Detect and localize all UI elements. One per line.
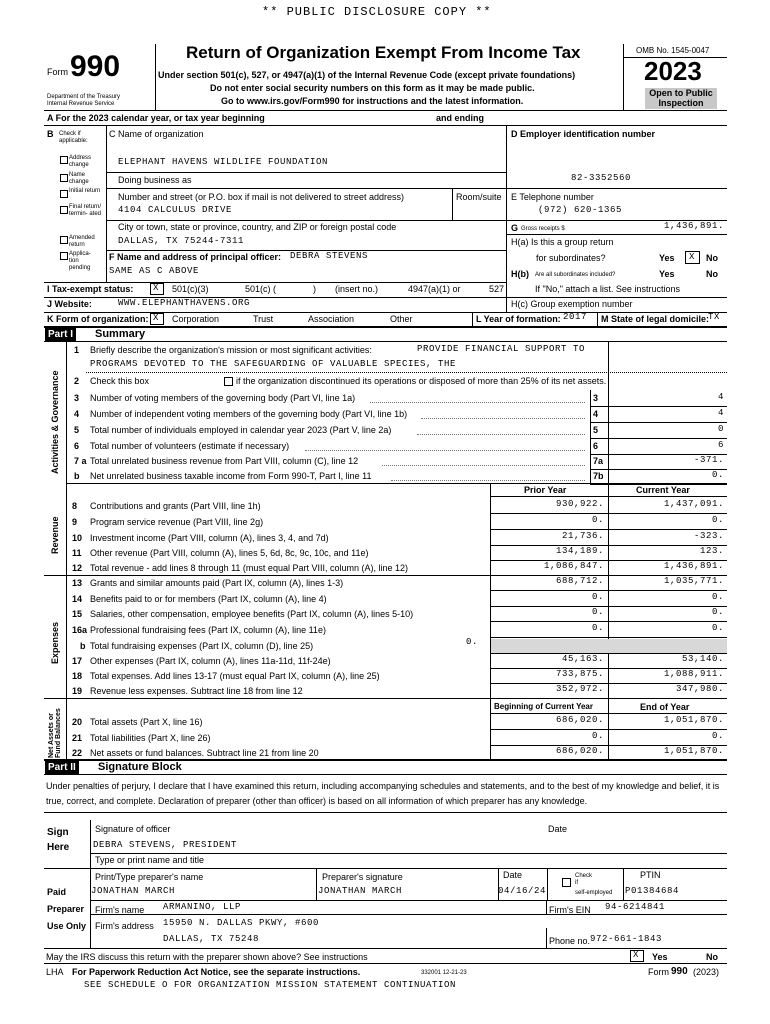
current-year-value: 0.: [711, 515, 724, 525]
open-to-public-label: Open to Public: [645, 88, 717, 99]
ptin-label: PTIN: [640, 870, 661, 880]
line-label: Other expenses (Part IX, column (A), lines 11a-11d, 11f-24e): [90, 656, 331, 666]
leader-dots: [305, 450, 585, 451]
lha-label: LHA: [46, 967, 64, 977]
preparer-name-value: JONATHAN MARCH: [91, 886, 176, 896]
form-title: Return of Organization Exempt From Income Tax: [186, 43, 581, 62]
group-exemption-label: H(c) Group exemption number: [511, 299, 633, 309]
amended-return-label: Amended return: [69, 235, 95, 248]
current-year-header: Current Year: [636, 485, 690, 495]
insert-no-label: (insert no.): [335, 284, 379, 294]
current-year-value: 0.: [711, 731, 724, 741]
type-print-name-label: Type or print name and title: [95, 855, 205, 865]
sign-date-label: Date: [548, 824, 568, 834]
line-box-number: 5: [593, 425, 599, 435]
part-i-title: Summary: [95, 328, 146, 340]
line-value: 4: [717, 408, 724, 418]
ptin-value: P01384684: [625, 886, 680, 896]
inspection-label: Inspection: [645, 98, 717, 109]
ein-value: 82-3352560: [571, 173, 632, 183]
mission-line-1: PROVIDE FINANCIAL SUPPORT TO: [417, 344, 586, 354]
irs-label: Internal Revenue Service: [47, 101, 115, 107]
line-label: Other revenue (Part VIII, column (A), lines 5, 6d, 8c, 9c, 10c, and 11e): [90, 548, 369, 558]
line-number: 22: [72, 748, 83, 758]
leader-dots: [391, 480, 585, 481]
application-pending-checkbox[interactable]: [60, 252, 68, 260]
part-ii-title: Signature Block: [98, 761, 182, 773]
initial-return-checkbox[interactable]: [60, 190, 68, 198]
for-subordinates-label: for subordinates?: [536, 253, 606, 263]
prior-year-value: 352,972.: [555, 684, 604, 694]
street-value: 4104 CALCULUS DRIVE: [118, 205, 233, 215]
fundraising-inline-value: 0.: [466, 637, 479, 647]
section-g-label: G: [511, 223, 519, 233]
501c3-checkbox[interactable]: X: [150, 283, 164, 295]
leader-dots: [382, 465, 585, 466]
501c-close-label: ): [313, 284, 316, 294]
city-label: City or town, state or province, country, and ZIP or foreign postal code: [118, 222, 397, 232]
prior-year-value: 1,086,847.: [543, 561, 604, 571]
current-year-value: 1,088,911.: [663, 669, 724, 679]
line-box-number: 4: [593, 409, 599, 419]
and-ending-label: and ending: [436, 113, 484, 123]
prior-year-value: 930,922.: [555, 499, 604, 509]
line-label: Program service revenue (Part VIII, line 2g): [90, 517, 264, 527]
row-divider: [490, 590, 727, 591]
mission-line-2: PROGRAMS DEVOTED TO THE SAFEGUARDING OF VALUABLE SPECIES, THE: [90, 359, 457, 369]
prior-year-value: 733,875.: [555, 669, 604, 679]
row-divider: [490, 513, 727, 514]
prior-year-value: 134,189.: [555, 546, 604, 556]
corporation-label: Corporation: [172, 314, 220, 324]
prior-year-value: 0.: [591, 731, 604, 741]
line-number: 17: [72, 656, 83, 666]
current-year-value: 123.: [699, 546, 724, 556]
line-label: Benefits paid to or for members (Part IX, column (A), line 4): [90, 594, 327, 604]
line-label: Number of voting members of the governing body (Part VI, line 1a): [90, 393, 356, 403]
line-label: Total liabilities (Part X, line 26): [90, 733, 211, 743]
line-label: Investment income (Part VIII, column (A), lines 3, 4, and 7d): [90, 533, 329, 543]
current-year-value: 1,437,091.: [663, 499, 724, 509]
line-box-number: 7b: [593, 471, 604, 481]
line-label: Total assets (Part X, line 16): [90, 717, 203, 727]
street-label: Number and street (or P.O. box if mail is not delivered to street address): [118, 192, 404, 202]
line-number: 7 a: [74, 456, 87, 466]
shaded-cell: [491, 639, 727, 653]
line-label: Grants and similar amounts paid (Part IX, column (A), lines 1-3): [90, 578, 344, 588]
prior-year-value: 686,020.: [555, 715, 604, 725]
application-pending-label: Applica- tion pending: [69, 251, 91, 271]
declaration-line-2: true, correct, and complete. Declaration of preparer (other than officer) is based on all information of which preparer has any knowledge.: [46, 796, 588, 806]
line-number: 11: [72, 548, 82, 558]
current-year-value: 0.: [711, 592, 724, 602]
city-value: DALLAS, TX 75244-7311: [118, 236, 245, 246]
form-subtitle-1: Under section 501(c), 527, or 4947(a)(1) of the Internal Revenue Code (except private foundations): [158, 70, 576, 80]
check-if-label: Check if: [59, 131, 81, 137]
final-return-checkbox[interactable]: [60, 206, 68, 214]
officer-name-title: DEBRA STEVENS, PRESIDENT: [93, 840, 238, 850]
current-year-value: 1,436,891.: [663, 561, 724, 571]
line-number: 9: [72, 517, 78, 527]
section-b-label: B: [47, 129, 54, 139]
leader-dots: [370, 402, 586, 403]
final-return-label: Final return/ termin- ated: [69, 204, 102, 217]
firm-name-label: Firm's name: [95, 905, 145, 915]
name-change-label: Name change: [69, 172, 89, 185]
leader-dots: [421, 418, 585, 419]
website-value[interactable]: WWW.ELEPHANTHAVENS.ORG: [118, 298, 251, 308]
preparer-signature-value: JONATHAN MARCH: [318, 886, 403, 896]
current-year-value: 0.: [711, 623, 724, 633]
row-divider: [490, 621, 727, 622]
prior-year-value: 21,736.: [561, 531, 604, 541]
line-label: Net assets or fund balances. Subtract line 21 from line 20: [90, 748, 319, 758]
prior-year-value: 686,020.: [555, 746, 604, 756]
501c-label: 501(c) (: [245, 284, 277, 294]
group-return-label: H(a) Is this a group return: [511, 237, 614, 247]
firm-ein-value: 94-6214841: [605, 902, 666, 912]
line-number: 14: [72, 594, 83, 604]
line-number: 12: [72, 563, 83, 573]
line-value: 0.: [711, 470, 724, 480]
form-code: 332001 12-21-23: [421, 970, 467, 976]
line-number: 15: [72, 609, 83, 619]
sign-label: Sign: [47, 827, 69, 838]
initial-return-label: Initial return: [69, 188, 101, 194]
use-only-label: Use Only: [47, 921, 87, 931]
principal-officer-name: DEBRA STEVENS: [290, 251, 369, 261]
preparer-date-label: Date: [503, 870, 523, 880]
firm-address-line-1: 15950 N. DALLAS PKWY, #600: [163, 918, 320, 928]
line-1-label: Briefly describe the organization's mission or most significant activities:: [90, 345, 372, 355]
part-ii-badge: Part II: [45, 761, 79, 774]
signature-officer-label[interactable]: Signature of officer: [95, 824, 171, 834]
firm-phone-value: 972-661-1843: [590, 934, 663, 944]
line-number: 6: [74, 441, 80, 451]
line-value: 6: [717, 440, 724, 450]
row-divider: [590, 406, 727, 407]
principal-officer-address: SAME AS C ABOVE: [109, 266, 200, 276]
firm-address-label: Firm's address: [95, 921, 154, 931]
amended-return-checkbox[interactable]: [60, 236, 68, 244]
line-label: Total number of individuals employed in calendar year 2023 (Part V, line 2a): [90, 425, 392, 435]
public-disclosure-label: ** PUBLIC DISCLOSURE COPY **: [262, 5, 492, 19]
org-name-label: C Name of organization: [109, 129, 204, 139]
527-label: 527: [489, 284, 505, 294]
row-divider: [590, 422, 727, 423]
line-number: 10: [72, 533, 83, 543]
discontinued-ops-checkbox[interactable]: [224, 377, 233, 386]
tax-exempt-status-label: I Tax-exempt status:: [47, 284, 134, 294]
line-label: Total fundraising expenses (Part IX, column (D), line 25): [90, 641, 314, 651]
row-divider: [490, 698, 727, 699]
line-value: 4: [717, 392, 724, 402]
line-2-number: 2: [74, 376, 80, 386]
footer-form-label: Form: [648, 967, 669, 977]
firm-ein-label: Firm's EIN: [549, 905, 591, 915]
telephone-value: (972) 620-1365: [538, 205, 623, 215]
preparer-date-value: 04/16/24: [498, 886, 547, 896]
line-label: Professional fundraising fees (Part IX, column (A), line 11e): [90, 625, 326, 635]
year-formation-label: L Year of formation:: [476, 314, 561, 324]
prior-year-value: 0.: [591, 515, 604, 525]
association-label: Association: [308, 314, 355, 324]
prior-year-value: 688,712.: [555, 576, 604, 586]
ein-label: D Employer identification number: [511, 129, 656, 139]
group-return-no-label: No: [706, 253, 718, 263]
subordinates-included-label: Are all subordinates included?: [535, 272, 616, 278]
current-year-value: 0.: [711, 607, 724, 617]
prior-year-value: 45,163.: [561, 654, 604, 664]
expenses-side-label: Expenses: [50, 621, 60, 664]
attach-list-note: If "No," attach a list. See instructions: [535, 284, 680, 294]
prior-year-value: 0.: [591, 607, 604, 617]
beginning-current-year-header: Beginning of Current Year: [494, 702, 593, 711]
line-label: Total revenue - add lines 8 through 11 (must equal Part VIII, column (A), line 12): [90, 563, 408, 573]
phone-label: Phone no.: [549, 936, 591, 946]
prior-year-header: Prior Year: [524, 485, 567, 495]
current-year-value: 1,035,771.: [663, 576, 724, 586]
preparer-signature-label: Preparer's signature: [322, 872, 403, 882]
line-label: Number of independent voting members of the governing body (Part VI, line 1b): [90, 409, 408, 419]
row-divider: [490, 637, 727, 638]
line-label: Net unrelated business taxable income from Form 990-T, Part I, line 11: [90, 471, 372, 481]
line-number: 18: [72, 671, 83, 681]
current-year-value: 53,140.: [681, 654, 724, 664]
row-divider: [490, 606, 727, 607]
line-number: b: [80, 641, 86, 651]
subordinates-no-label: No: [706, 269, 718, 279]
corporation-checkbox[interactable]: X: [150, 313, 164, 325]
row-divider: [590, 438, 727, 439]
subordinates-yes-label: Yes: [659, 269, 675, 279]
name-change-checkbox[interactable]: [60, 174, 68, 182]
group-return-yes-label: Yes: [659, 253, 675, 263]
firm-name-value: ARMANINO, LLP: [163, 902, 242, 912]
omb-number: OMB No. 1545-0047: [636, 46, 710, 55]
line-value: -371.: [693, 455, 724, 465]
tax-year: 2023: [644, 56, 702, 86]
discuss-no-label: No: [706, 952, 718, 962]
leader-dots: [417, 434, 585, 435]
501c3-label: 501(c)(3): [172, 284, 209, 294]
state-domicile-value: TX: [708, 312, 721, 322]
part-i-badge: Part I: [45, 328, 76, 341]
paperwork-notice: For Paperwork Reduction Act Notice, see the separate instructions.: [72, 967, 361, 977]
address-change-label: Address change: [69, 155, 92, 168]
gross-receipts-label: Gross receipts $: [521, 226, 565, 232]
revenue-side-label: Revenue: [50, 516, 60, 554]
line-2-label: Check this box: [90, 376, 150, 386]
line-box-number: 6: [593, 441, 599, 451]
line-label: Total expenses. Add lines 13-17 (must equal Part IX, column (A), line 25): [90, 671, 380, 681]
end-of-year-header: End of Year: [640, 702, 690, 712]
form-number: 990: [70, 50, 121, 83]
line-number: 19: [72, 686, 83, 696]
preparer-name-label: Print/Type preparer's name: [95, 872, 204, 882]
prior-year-value: 0.: [591, 623, 604, 633]
box-divider: [590, 390, 591, 483]
net-assets-side-label: Net Assets or Fund Balances: [48, 708, 62, 758]
firm-address-line-2: DALLAS, TX 75248: [163, 934, 260, 944]
line-number: 5: [74, 425, 80, 435]
form-subtitle-3: Go to www.irs.gov/Form990 for instructions and the latest information.: [221, 96, 524, 106]
current-year-value: 1,051,870.: [663, 715, 724, 725]
row-divider: [490, 545, 727, 546]
line-number: 21: [72, 733, 83, 743]
irs-discuss-label: May the IRS discuss this return with the preparer shown above? See instructions: [46, 952, 368, 962]
current-year-value: 347,980.: [675, 684, 724, 694]
line-value: 0: [717, 424, 724, 434]
line-number: 16a: [72, 625, 88, 635]
trust-label: Trust: [253, 314, 274, 324]
activities-governance-side-label: Activities & Governance: [50, 370, 60, 474]
if-label: if: [575, 880, 578, 886]
principal-officer-label: F Name and address of principal officer:: [109, 252, 282, 262]
row-divider: [590, 469, 727, 470]
line-number: 8: [72, 501, 78, 511]
line-2-text: if the organization discontinued its operations or disposed of more than 25% of its net assets.: [236, 376, 607, 386]
state-domicile-label: M State of legal domicile:: [601, 314, 710, 324]
line-label: Salaries, other compensation, employee benefits (Part IX, column (A), lines 5-10): [90, 609, 414, 619]
form-label: Form: [47, 67, 68, 77]
group-return-no-checkbox[interactable]: X: [685, 251, 700, 264]
gross-receipts-value: 1,436,891.: [663, 221, 724, 231]
current-year-value: -323.: [693, 531, 724, 541]
other-label: Other: [390, 314, 413, 324]
line-label: Contributions and grants (Part VIII, line 1h): [90, 501, 261, 511]
discuss-yes-label: Yes: [652, 952, 668, 962]
line-number: 13: [72, 578, 83, 588]
row-divider: [490, 529, 727, 530]
line-label: Total number of volunteers (estimate if necessary): [90, 441, 290, 451]
prior-year-value: 0.: [591, 592, 604, 602]
line-box-number: 7a: [593, 456, 604, 466]
declaration-line-1: Under penalties of perjury, I declare that I have examined this return, including accompanying schedules and statements, and to the best of my knowledge and belief, it is: [46, 781, 720, 791]
line-number: b: [74, 471, 80, 481]
line-a-label: A For the 2023 calendar year, or tax year beginning: [47, 113, 265, 123]
department-label: Department of the Treasury: [47, 94, 121, 100]
line-label: Revenue less expenses. Subtract line 18 from line 12: [90, 686, 303, 696]
here-label: Here: [47, 842, 70, 853]
line-1-number: 1: [74, 345, 80, 355]
telephone-label: E Telephone number: [511, 192, 594, 202]
room-suite-label: Room/suite: [456, 192, 502, 202]
line-number: 4: [74, 409, 80, 419]
footer-form-year: (2023): [693, 967, 720, 977]
footer-form-number: 990: [671, 966, 688, 977]
applicable-label: applicable:: [59, 138, 88, 144]
schedule-o-note: SEE SCHEDULE O FOR ORGANIZATION MISSION STATEMENT CONTINUATION: [84, 980, 457, 990]
website-label: J Website:: [47, 299, 92, 309]
check-label: Check: [575, 873, 593, 879]
year-formation-value: 2017: [563, 312, 588, 322]
self-employed-checkbox[interactable]: [562, 878, 571, 887]
org-name-value: ELEPHANT HAVENS WILDLIFE FOUNDATION: [118, 157, 329, 167]
line-label: Total unrelated business revenue from Part VIII, column (C), line 12: [90, 456, 359, 466]
row-divider: [590, 484, 727, 485]
dba-label: Doing business as: [118, 175, 192, 185]
line-box-number: 3: [593, 393, 599, 403]
line-number: 3: [74, 393, 80, 403]
current-year-value: 1,051,870.: [663, 746, 724, 756]
row-divider: [490, 729, 727, 730]
form-of-org-label: K Form of organization:: [47, 314, 149, 324]
form-subtitle-2: Do not enter social security numbers on this form as it may be made public.: [210, 83, 535, 93]
paid-label: Paid: [47, 887, 67, 897]
self-employed-label: self-employed: [575, 890, 613, 896]
discuss-yes-checkbox[interactable]: X: [630, 950, 644, 962]
line-number: 20: [72, 717, 83, 727]
address-change-checkbox[interactable]: [60, 156, 68, 164]
4947-label: 4947(a)(1) or: [408, 284, 461, 294]
section-hb-label: H(b): [511, 269, 529, 279]
preparer-label: Preparer: [47, 904, 85, 914]
